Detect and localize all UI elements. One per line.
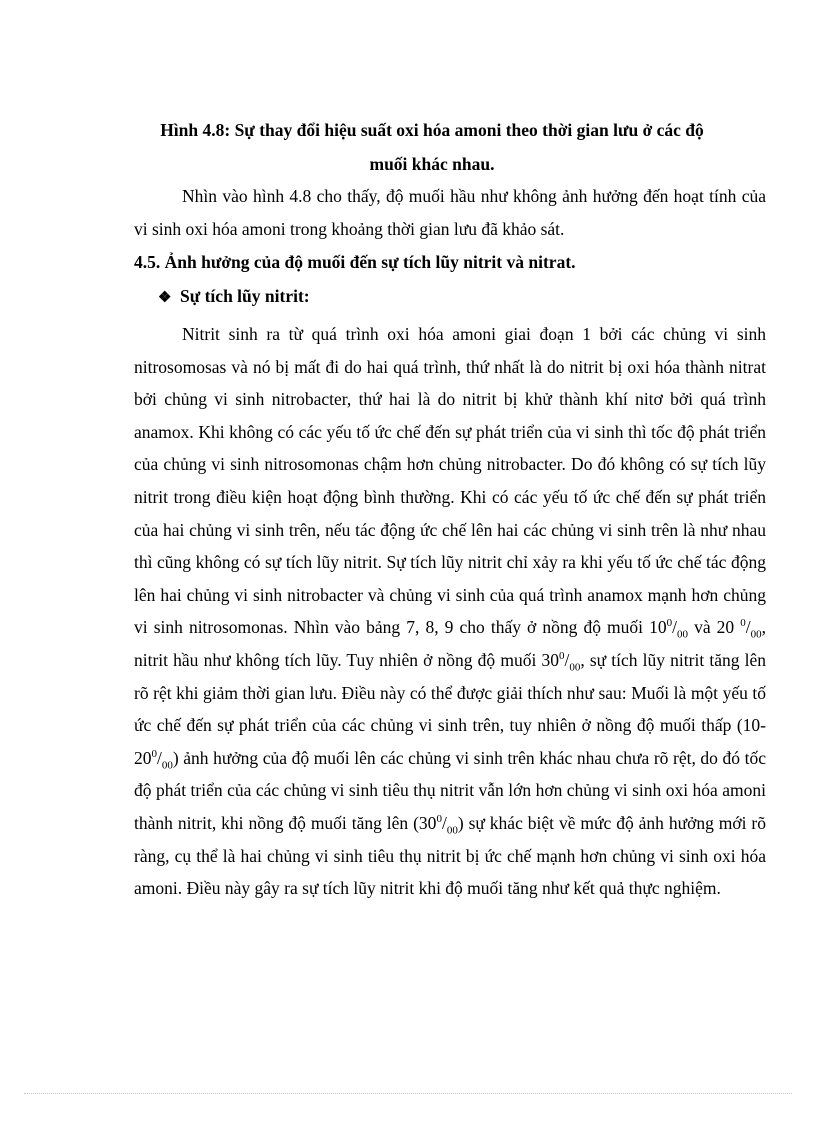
section-heading: 4.5. Ảnh hưởng của độ muối đến sự tích lũy nitrit và nitrat. xyxy=(134,252,576,272)
permille-slash: / xyxy=(672,617,677,638)
permille-slash: / xyxy=(564,649,570,670)
figure-caption xyxy=(118,113,746,181)
diamond-bullet-icon: ❖ xyxy=(158,290,172,306)
intro-paragraph xyxy=(134,180,766,245)
permille-sub: 00 xyxy=(569,661,581,674)
permille-sup: 0 xyxy=(151,747,157,760)
figure-caption-line-2: muối khác nhau. xyxy=(369,154,495,174)
permille-sub: 00 xyxy=(161,759,173,772)
permille-sup: 0 xyxy=(666,617,673,630)
bullet-item xyxy=(158,280,310,314)
permille-slash: / xyxy=(441,812,447,833)
permille-sup: 0 xyxy=(740,617,746,630)
permille-slash: / xyxy=(157,747,162,768)
figure-caption-line-1: Hình 4.8: Sự thay đổi hiệu suất oxi hóa amoni theo thời gian lưu ở các độ xyxy=(160,120,704,140)
body-text-4: , sự tích lũy nitrit tăng lên rõ rệt khi giảm thời gian lưu. Điều này có thể được giải thích như sau: Muối là một yếu tố ức chế đến sự phát triển của các chủng vi sinh trên, tuy nhiên ở nồng độ muối thấp (10-20 xyxy=(134,649,766,768)
footer-divider xyxy=(24,1093,792,1094)
bullet-label: Sự tích lũy nitrit: xyxy=(180,286,310,306)
body-paragraph xyxy=(134,318,766,905)
permille-sub: 00 xyxy=(676,628,688,641)
body-text-6: ) sự khác biệt về mức độ ảnh hưởng mới rõ ràng, cụ thể là hai chủng vi sinh tiêu thụ nitrit bị ức chế mạnh hơn chủng vi sinh oxi hóa amoni. Điều này gây ra sự tích lũy nitrit khi độ muối tăng như kết quả thực nghiệm. xyxy=(134,812,767,899)
body-text-2: và 20 xyxy=(687,617,741,638)
body-text-1: Nitrit sinh ra từ quá trình oxi hóa amoni giai đoạn 1 bởi các chủng vi sinh nitrosomosas và nó bị mất đi do hai quá trình, thứ nhất là do nitrit bị oxi hóa thành nitrat bởi chủng vi sinh nitrobacter, thứ hai là do nitrit bị khử thành khí nitơ bởi quá trình anamox. Khi không có các yếu tố ức chế đến sự phát triển của vi sinh thì tốc độ phát triển của chủng vi sinh nitrosomonas chậm hơn chủng nitrobacter. Do đó không có sự tích lũy nitrit trong điều kiện hoạt động bình thường. Khi có các yếu tố ức chế đến sự phát triển của hai chủng vi sinh trên, nếu tác động ức chế lên hai các chủng vi sinh trên là như nhau thì cũng không có sự tích lũy nitrit. Sự tích lũy nitrit chỉ xảy ra khi yếu tố ức chế tác động lên hai chủng vi sinh nitrobacter và chủng vi sinh của quá trình anamox mạnh hơn chủng vi sinh nitrosomonas. Nhìn vào bảng 7, 8, 9 cho thấy ở nồng độ muối 10 xyxy=(134,324,766,638)
permille-slash: / xyxy=(745,617,751,638)
permille-sub: 00 xyxy=(750,628,762,641)
body-text-5: ) ảnh hưởng của độ muối lên các chủng vi sinh trên khác nhau chưa rõ rệt, do đó tốc độ phát triển của các chủng vi sinh tiêu thụ nitrit vẫn lớn hơn chủng vi sinh oxi hóa amoni thành nitrit, khi nồng độ muối tăng lên (30 xyxy=(134,747,766,833)
body-text-3: , nitrit hầu như không tích lũy. Tuy nhiên ở nồng độ muối 30 xyxy=(134,617,766,670)
permille-sup: 0 xyxy=(558,650,565,663)
permille-sub: 00 xyxy=(446,824,458,837)
permille-sup: 0 xyxy=(436,813,442,826)
intro-paragraph-text: Nhìn vào hình 4.8 cho thấy, độ muối hầu như không ảnh hưởng đến hoạt tính của vi sinh oxi hóa amoni trong khoảng thời gian lưu đã khảo sát. xyxy=(134,186,766,239)
